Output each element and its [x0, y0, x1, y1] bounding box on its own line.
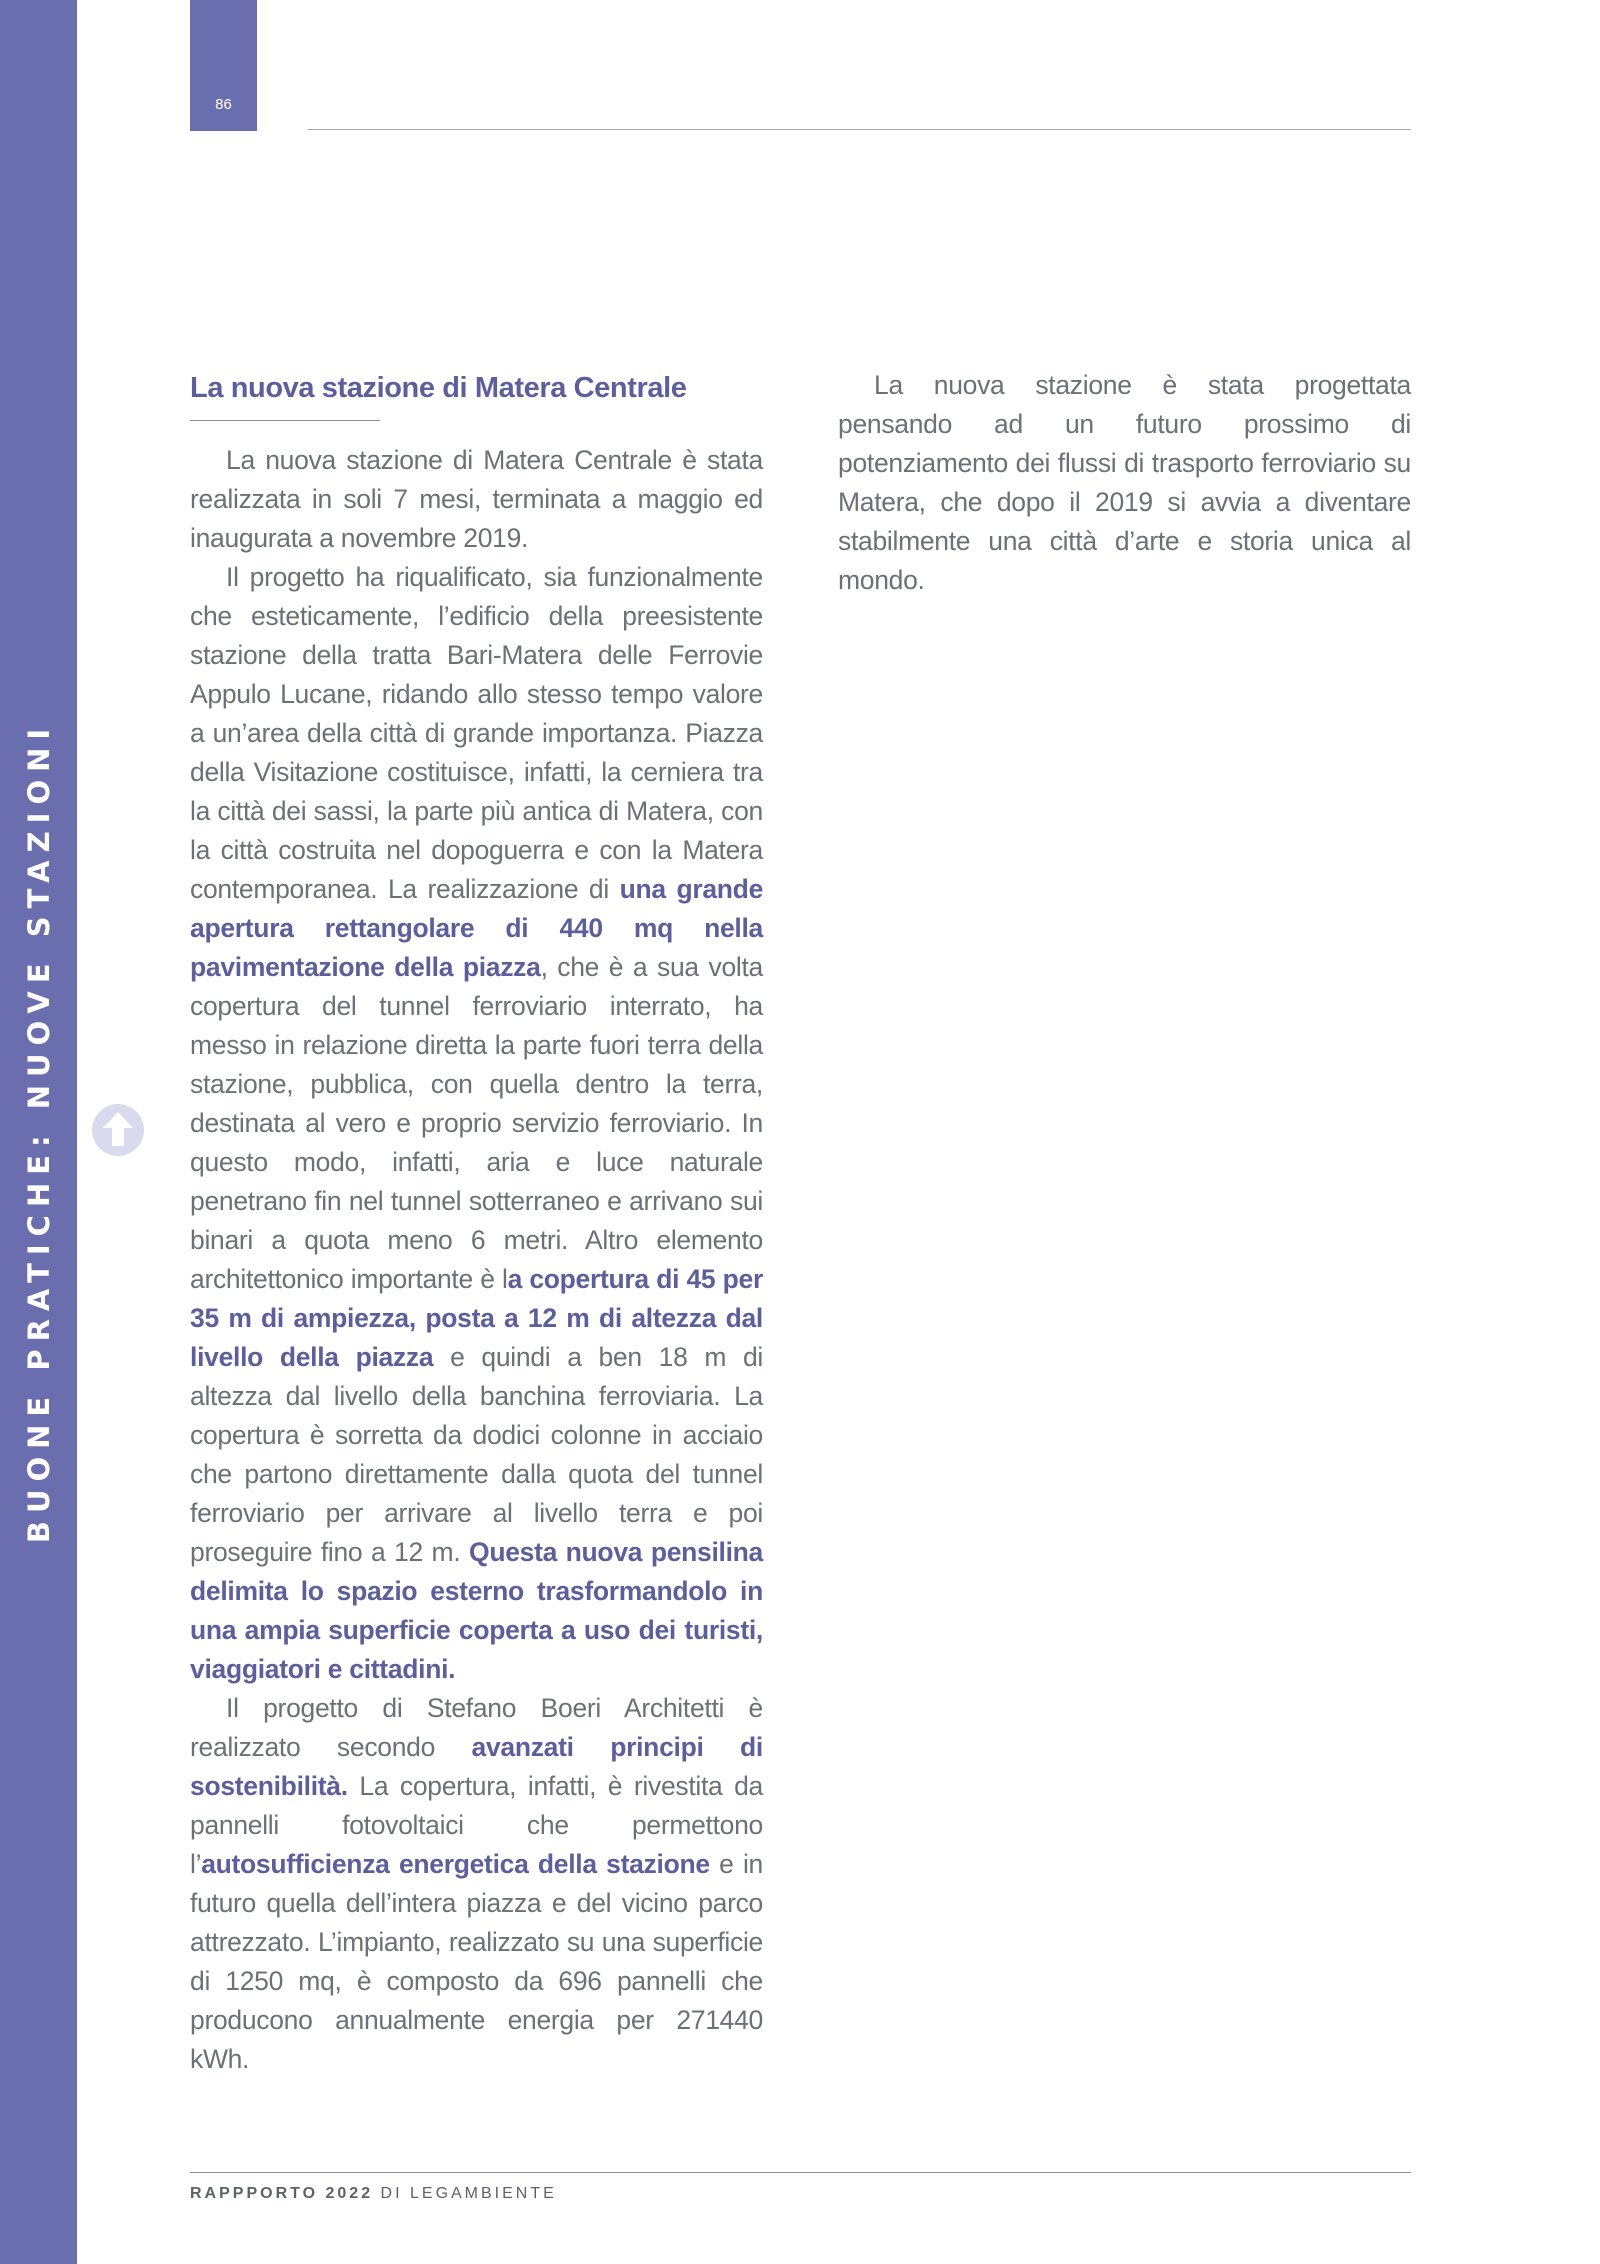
footer-report: RAPPPORTO 2022 [190, 2185, 374, 2202]
footer-divider [190, 2172, 1411, 2173]
article-left-column [190, 366, 763, 2079]
section-label: BUONE PRATICHE: NUOVE STAZIONI [22, 720, 56, 1544]
paragraph-1: La nuova stazione di Matera Centrale è stata realizzata in soli 7 mesi, terminata a maggio ed inaugurata a novembre 2019. [190, 445, 763, 553]
article-right-column [838, 366, 1411, 600]
page-number: 86 [215, 96, 232, 113]
header-divider [308, 129, 1411, 130]
paragraph-3: Il progetto di Stefano Boeri Architetti è realizzato secondo avanzati principi di sostenibilità. La copertura, infatti, è rivestita da pannelli fotovoltaici che permettono l’autosufficienza energetica della stazione e in futuro quella dell’intera piazza e del vicino parco attrezzato. L’impianto, realizzato su una superficie di 1250 mq, è composto da 696 pannelli che producono annualmente energia per 271440 kWh. [190, 1693, 763, 2074]
paragraph-2: Il progetto ha riqualificato, sia funzionalmente che esteticamente, l’edificio della preesistente stazione della tratta Bari-Matera delle Ferrovie Appulo Lucane, ridando allo stesso tempo valore a un’area della città di grande importanza. Piazza della Visitazione costituisce, infatti, la cerniera tra la città dei sassi, la parte più antica di Matera, con la città costruita nel dopoguerra e con la Matera contemporanea. La realizzazione di una grande apertura rettangolare di 440 mq nella pavimentazione della piazza, che è a sua volta copertura del tunnel ferroviario interrato, ha messo in relazione diretta la parte fuori terra della stazione, pubblica, con quella dentro la terra, destinata al vero e proprio servizio ferroviario. In questo modo, infatti, aria e luce naturale penetrano fin nel tunnel sotterraneo e arrivano sui binari a quota meno 6 metri. Altro elemento architettonico importante è la copertura di 45 per 35 m di ampiezza, posta a 12 m di altezza dal livello della piazza e quindi a ben 18 m di altezza dal livello della banchina ferroviaria. La copertura è sorretta da dodici colonne in acciaio che partono direttamente dalla quota del tunnel ferroviario per arrivare al livello terra e poi proseguire fino a 12 m. Questa nuova pensilina delimita lo spazio esterno trasformandolo in una ampia superficie coperta a uso dei turisti, viaggiatori e cittadini. [190, 562, 764, 1684]
arrow-up-icon[interactable] [92, 1104, 144, 1156]
article-title: La nuova stazione di Matera Centrale [190, 372, 687, 404]
title-underline [190, 420, 380, 421]
footer-publisher: DI LEGAMBIENTE [380, 2185, 557, 2202]
page-number-tab [190, 0, 257, 131]
paragraph-4: La nuova stazione è stata progettata pensando ad un futuro prossimo di potenziamento dei flussi di trasporto ferroviario su Matera, che dopo il 2019 si avvia a diventare stabilmente una città d’arte e storia unica al mondo. [838, 370, 1411, 595]
footer [190, 2185, 557, 2203]
side-band [0, 0, 77, 2264]
